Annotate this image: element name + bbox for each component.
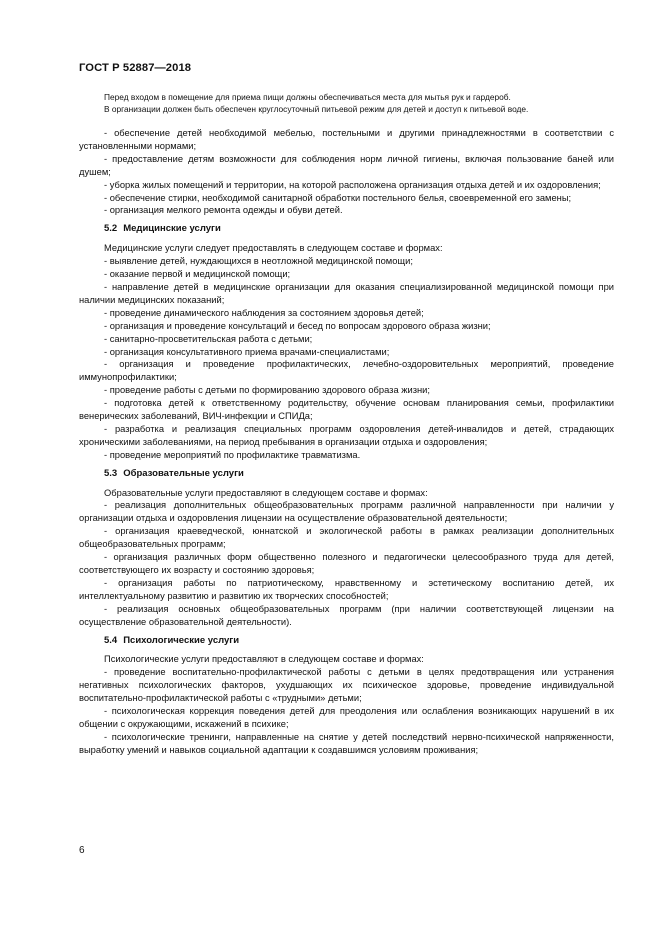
section-heading-psychological [104, 635, 614, 648]
section-number: 5.4 [104, 634, 118, 646]
list-item: - разработка и реализация специальных программ оздоровления детей-инвалидов и детей, страдающих хроническими заболеваниями, на период пребывания в организации отдыха и оздоровления; [79, 423, 614, 447]
section-number: 5.3 [104, 467, 118, 479]
list-item: - психологическая коррекция поведения детей для преодоления или ослабления возникающих нарушений в их общении с окружающими, искажений в психике; [79, 706, 614, 729]
section-title: Образовательные услуги [123, 467, 244, 479]
list-item: - реализация основных общеобразовательных программ (при наличии соответствующей лицензии на осуществление образовательной деятельности). [79, 603, 614, 627]
list-item: - организация мелкого ремонта одежды и обуви детей. [104, 205, 343, 216]
list-item: - организация и проведение консультаций и бесед по вопросам здорового образа жизни; [104, 320, 491, 331]
list-item: - уборка жилых помещений и территории, на которой расположена организация отдыха детей и их оздоровления; [104, 179, 601, 190]
list-item: - реализация дополнительных общеобразовательных программ различной направленности при наличии у организации отдыха и оздоровления лицензии на осуществление образовательной деятельности; [79, 500, 614, 524]
list-item: - оказание первой и медицинской помощи; [104, 269, 291, 280]
section-title: Медицинские услуги [123, 223, 221, 235]
list-item: - санитарно-просветительская работа с детьми; [104, 333, 313, 344]
section-lead: Образовательные услуги предоставляют в следующем составе и формах: [104, 487, 428, 498]
list-item: - выявление детей, нуждающихся в неотложной медицинской помощи; [104, 256, 413, 267]
list-item: - проведение динамического наблюдения за состоянием здоровья детей; [104, 307, 424, 318]
list-item: - обеспечение детей необходимой мебелью, постельными и другими принадлежностями в соответствии с установленными нормами; [79, 128, 614, 151]
note-line: В организации должен быть обеспечен круглосуточный питьевой режим для детей и доступ к питьевой воде. [104, 104, 529, 114]
list-item: - проведение работы с детьми по формированию здорового образа жизни; [104, 385, 430, 396]
list-item: - предоставление детям возможности для соблюдения норм личной гигиены, включая пользование баней или душем; [79, 153, 614, 177]
section-number: 5.2 [104, 223, 118, 235]
section-heading-medical [104, 223, 614, 236]
section-heading-educational [104, 468, 614, 481]
document-body [79, 127, 614, 757]
list-item: - организация консультативного приема врачами-специалистами; [104, 346, 390, 357]
section-title: Психологические услуги [123, 634, 240, 646]
list-item: - организация краеведческой, юннатской и экологической работы в рамках реализации дополнительных общеобразовательных программ; [79, 526, 614, 550]
list-item: - организация и проведение профилактических, лечебно-оздоровительных мероприятий, проведение иммунопрофилактики; [79, 359, 614, 383]
list-item: - подготовка детей к ответственному родительству, обучение основам планирования семьи, профилактики венерических заболеваний, ВИЧ-инфекции и СПИДа; [79, 398, 614, 422]
list-item: - направление детей в медицинские организации для оказания специализированной медицинской помощи при наличии медицинских показаний; [79, 281, 614, 305]
note-line: Перед входом в помещение для приема пищи должны обеспечиваться места для мытья рук и гардероб. [104, 92, 511, 102]
section-lead: Медицинские услуги следует предоставлять в следующем составе и формах: [104, 243, 443, 254]
page-number: 6 [79, 845, 85, 856]
list-item: - организация работы по патриотическому, нравственному и эстетическому воспитанию детей, их интеллектуальному развитию и развитию их творческих способностей; [79, 577, 614, 601]
list-item: - психологические тренинги, направленные на снятие у детей последствий нервно-психической напряженности, выработку умений и навыков социальной адаптации к создавшимся условиям проживания; [79, 731, 614, 755]
list-item: - проведение воспитательно-профилактической работы с детьми в целях предотвращения или устранения негативных психологических факторов, ухудшающих их психическое здоровье, проведение индивидуальной воспитательно-профилактической работы с «трудными» детьми; [79, 667, 614, 704]
list-item: - обеспечение стирки, необходимой санитарной обработки постельного белья, своевременной его замены; [104, 192, 572, 203]
list-item: - проведение мероприятий по профилактике травматизма. [104, 449, 361, 460]
section-lead: Психологические услуги предоставляют в следующем составе и формах: [104, 654, 424, 665]
list-item: - организация различных форм общественно полезного и педагогически целесообразного труда для детей, соответствующего их возрасту и состоянию здоровья; [79, 552, 614, 575]
document-header: ГОСТ Р 52887—2018 [79, 62, 192, 74]
